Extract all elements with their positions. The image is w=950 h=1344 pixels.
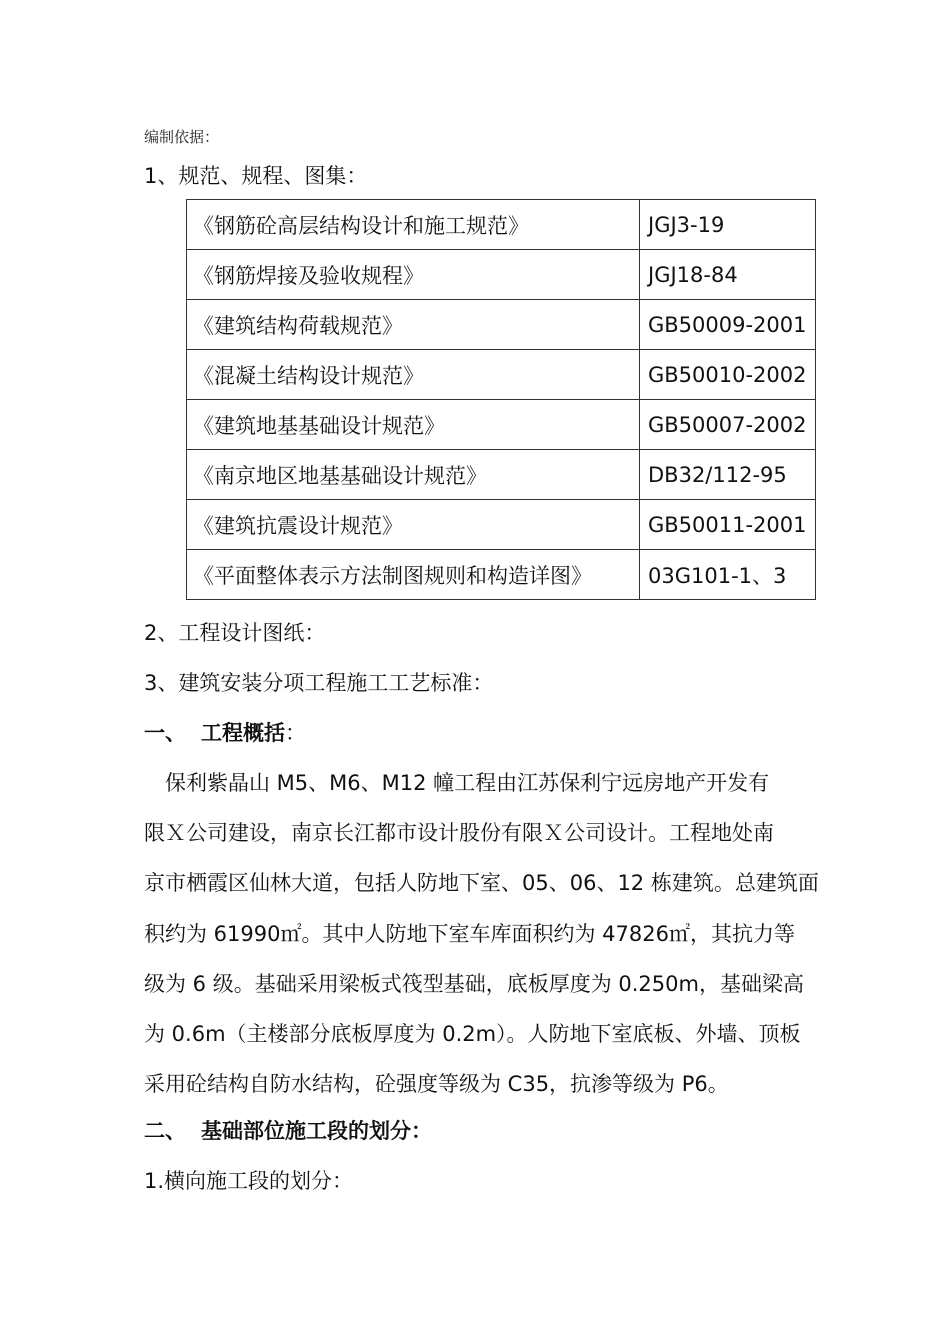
section-colon: ： xyxy=(285,721,306,745)
standard-code: GB50010-2002 xyxy=(640,350,816,400)
paragraph-line: 保利紫晶山 M5、M6、M12 幢工程由江苏保利宁远房地产开发有 xyxy=(144,771,770,795)
standard-name: 《建筑结构荷载规范》 xyxy=(187,300,640,350)
paragraph-line: 级为 6 级。基础采用梁板式筏型基础，底板厚度为 0.250m，基础梁高 xyxy=(144,971,804,996)
section-number: 一、 xyxy=(144,721,186,745)
paragraph-line: 限Ｘ公司建设，南京长江都市设计股份有限Ｘ公司设计。工程地处南 xyxy=(144,821,774,846)
item-standards-heading: 1、规范、规程、图集： xyxy=(144,164,368,188)
paragraph-line: 京市栖霞区仙林大道，包括人防地下室、05、06、12 栋建筑。总建筑面 xyxy=(144,871,819,896)
table-row xyxy=(187,500,816,550)
standard-name: 《钢筋砼高层结构设计和施工规范》 xyxy=(187,200,640,250)
subsection-horizontal-division: 1.横向施工段的划分： xyxy=(144,1169,354,1193)
paragraph-line: 采用砼结构自防水结构，砼强度等级为 C35，抗渗等级为 P6。 xyxy=(144,1072,729,1097)
table-row xyxy=(187,550,816,600)
table-row xyxy=(187,200,816,250)
section-number: 二、 xyxy=(144,1119,186,1143)
section-overview-heading xyxy=(144,717,306,747)
standard-code: GB50009-2001 xyxy=(640,300,816,350)
paragraph-line: 为 0.6m（主楼部分底板厚度为 0.2m）。人防地下室底板、外墙、顶板 xyxy=(144,1022,801,1047)
standard-code: GB50007-2002 xyxy=(640,400,816,450)
standard-name: 《建筑地基基础设计规范》 xyxy=(187,400,640,450)
standard-name: 《建筑抗震设计规范》 xyxy=(187,500,640,550)
standards-table xyxy=(186,199,816,600)
standard-code: 03G101-1、3 xyxy=(640,550,816,600)
standard-name: 《平面整体表示方法制图规则和构造详图》 xyxy=(187,550,640,600)
item-drawings-heading: 2、工程设计图纸： xyxy=(144,621,326,645)
section-division-heading xyxy=(144,1115,432,1145)
standard-name: 《钢筋焊接及验收规程》 xyxy=(187,250,640,300)
standard-code: GB50011-2001 xyxy=(640,500,816,550)
standard-name: 《南京地区地基基础设计规范》 xyxy=(187,450,640,500)
table-row xyxy=(187,400,816,450)
section-title: 基础部位施工段的划分： xyxy=(201,1119,432,1143)
table-row xyxy=(187,250,816,300)
overview-paragraph xyxy=(144,758,819,1109)
standard-code: JGJ3-19 xyxy=(640,200,816,250)
section-title: 工程概括 xyxy=(201,721,285,745)
table-row xyxy=(187,450,816,500)
table-row xyxy=(187,350,816,400)
compilation-basis-label: 编制依据： xyxy=(144,128,220,146)
table-row xyxy=(187,300,816,350)
standard-name: 《混凝土结构设计规范》 xyxy=(187,350,640,400)
standard-code: DB32/112-95 xyxy=(640,450,816,500)
item-craft-standards-heading: 3、建筑安装分项工程施工工艺标准： xyxy=(144,671,494,695)
standard-code: JGJ18-84 xyxy=(640,250,816,300)
paragraph-line: 积约为 61990㎡。其中人防地下室车库面积约为 47826㎡，其抗力等 xyxy=(144,921,795,946)
